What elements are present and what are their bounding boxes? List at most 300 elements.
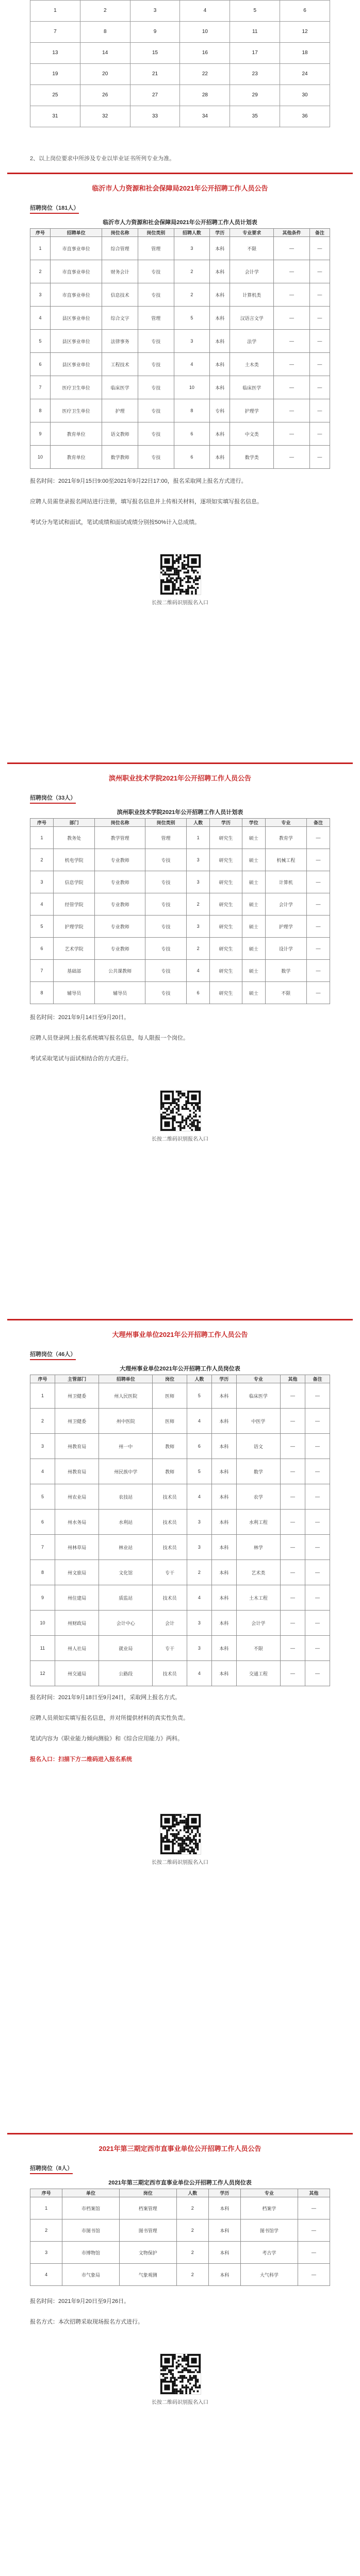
table-cell: — — [281, 1661, 305, 1686]
table-cell: 法学 — [230, 330, 274, 353]
table-cell: — — [306, 960, 330, 982]
table-header-row — [30, 819, 330, 827]
table-row — [30, 827, 330, 849]
table-header-cell: 岗位类别 — [145, 819, 186, 827]
table-header-cell: 招聘人数 — [174, 229, 210, 237]
table-cell: 硕士 — [242, 960, 265, 982]
table-cell: 土木工程 — [236, 1585, 280, 1611]
table-cell: 机械工程 — [265, 849, 306, 871]
qr-caption: 长按二维码识别报名入口 — [152, 1860, 208, 1866]
table-cell: 不限 — [265, 982, 306, 1004]
table-cell: 8 — [30, 1560, 55, 1585]
table-cell: — — [305, 1611, 330, 1636]
table-cell: 专技 — [138, 330, 174, 353]
top-table-row — [30, 1, 330, 22]
table-cell: 临床医学 — [102, 376, 138, 399]
table-cell: 3 — [187, 849, 210, 871]
table-header-cell: 专业 — [241, 2189, 298, 2197]
section-divider — [7, 1319, 353, 1320]
table-caption: 2021年第三期定西市直事业单位公开招聘工作人员岗位表 — [108, 2180, 252, 2186]
top-table-cell: 4 — [180, 1, 230, 22]
table-cell: 信息学院 — [54, 871, 95, 893]
qr-caption: 长按二维码识别报名入口 — [152, 600, 208, 606]
table-cell: 中文类 — [230, 422, 274, 446]
table-cell: 本科 — [210, 330, 230, 353]
table-cell: 计算机类 — [230, 283, 274, 307]
top-table-cell: 28 — [180, 85, 230, 106]
section-paragraph: 报名时间：2021年9月14日至9月20日。 — [30, 1014, 130, 1021]
table-cell: 4 — [174, 353, 210, 376]
table-cell: 本科 — [210, 376, 230, 399]
top-table-cell: 21 — [130, 64, 180, 85]
table-header-cell: 序号 — [30, 2189, 62, 2197]
top-table-cell: 16 — [180, 43, 230, 64]
qr-code[interactable] — [160, 1090, 201, 1131]
table-cell: 12 — [30, 1661, 55, 1686]
table-row — [30, 307, 330, 330]
table-cell: 档案管理 — [119, 2197, 176, 2219]
table-cell: 市档案馆 — [62, 2197, 120, 2219]
table-cell: 技术员 — [153, 1661, 187, 1686]
top-table-cell: 36 — [280, 106, 330, 127]
table-cell: — — [281, 1585, 305, 1611]
table-cell: — — [305, 1585, 330, 1611]
table-cell: — — [309, 376, 330, 399]
table-cell: — — [309, 399, 330, 422]
table-cell: 市博物馆 — [62, 2242, 120, 2264]
section-paragraph: 报名方式：本次招聘采取现场报名方式进行。 — [30, 2319, 143, 2325]
table-cell: — — [298, 2264, 330, 2286]
table-cell: 3 — [187, 1535, 211, 1560]
top-table-cell: 25 — [30, 85, 80, 106]
table-cell: 4 — [30, 2264, 62, 2286]
table-cell: 研究生 — [210, 982, 242, 1004]
table-cell: 技术员 — [153, 1535, 187, 1560]
table-header-cell: 学历 — [208, 2189, 240, 2197]
top-table-cell: 10 — [180, 22, 230, 43]
section-title: 滨州职业技术学院2021年公开招聘工作人员公告 — [109, 774, 251, 782]
table-cell: 5 — [30, 916, 54, 938]
table-header-cell: 主管部门 — [55, 1375, 99, 1383]
table-cell: 机电学院 — [54, 849, 95, 871]
table-cell: 本科 — [210, 422, 230, 446]
table-cell: 10 — [174, 376, 210, 399]
table-cell: 市气象局 — [62, 2264, 120, 2286]
qr-code[interactable] — [160, 554, 201, 595]
table-cell: 3 — [30, 2242, 62, 2264]
table-row — [30, 893, 330, 916]
jobs-table — [30, 228, 330, 469]
top-table-row — [30, 43, 330, 64]
table-cell: — — [274, 237, 310, 260]
table-cell: 7 — [30, 960, 54, 982]
table-cell: 2 — [176, 2219, 208, 2242]
table-cell: 5 — [174, 307, 210, 330]
table-cell: — — [281, 1636, 305, 1661]
table-cell: 3 — [30, 283, 51, 307]
table-cell: — — [298, 2219, 330, 2242]
table-cell: 医师 — [153, 1383, 187, 1409]
table-row — [30, 1611, 330, 1636]
table-cell: 6 — [174, 446, 210, 469]
table-cell: 不限 — [230, 237, 274, 260]
table-cell: 2 — [30, 1409, 55, 1434]
table-cell: — — [281, 1434, 305, 1459]
table-cell: 本科 — [208, 2264, 240, 2286]
top-table-cell: 31 — [30, 106, 80, 127]
table-cell: — — [305, 1383, 330, 1409]
table-cell: 工程技术 — [102, 353, 138, 376]
table-cell: 州教育局 — [55, 1459, 99, 1484]
table-row — [30, 446, 330, 469]
jobs-table — [30, 1375, 330, 1686]
section-tag: 招聘岗位（33人） — [30, 793, 76, 804]
table-header-cell: 学历 — [210, 229, 230, 237]
table-cell: 本科 — [211, 1585, 236, 1611]
top-table-cell: 33 — [130, 106, 180, 127]
table-cell: 专业教师 — [95, 871, 145, 893]
qr-caption: 长按二维码识别报名入口 — [152, 1137, 208, 1142]
table-cell: 管理 — [138, 307, 174, 330]
table-cell: 4 — [187, 1484, 211, 1510]
table-row — [30, 1636, 330, 1661]
table-cell: 县区事业单位 — [51, 307, 102, 330]
section-paragraph: 考试采取笔试与面试相结合的方式进行。 — [30, 1056, 132, 1062]
table-row — [30, 871, 330, 893]
table-cell: 2 — [187, 893, 210, 916]
table-row — [30, 1459, 330, 1484]
table-cell: 本科 — [210, 307, 230, 330]
table-cell: — — [298, 2242, 330, 2264]
table-cell: 州卫健委 — [55, 1383, 99, 1409]
top-table-cell: 23 — [230, 64, 280, 85]
table-cell: 研究生 — [210, 893, 242, 916]
table-cell: 研究生 — [210, 938, 242, 960]
top-table-note: 2、以上岗位要求中所涉及专业以毕业证书所列专业为准。 — [30, 156, 175, 162]
table-cell: — — [281, 1611, 305, 1636]
table-cell: 本科 — [211, 1535, 236, 1560]
table-cell: 本科 — [210, 446, 230, 469]
table-cell: 专技 — [145, 871, 186, 893]
table-cell: 会计 — [153, 1611, 187, 1636]
table-header-cell: 人数 — [187, 819, 210, 827]
table-cell: 3 — [187, 916, 210, 938]
table-cell: — — [306, 916, 330, 938]
table-cell: — — [281, 1510, 305, 1535]
top-table-cell: 29 — [230, 85, 280, 106]
table-cell: 硕士 — [242, 849, 265, 871]
table-cell: 专技 — [145, 916, 186, 938]
table-cell: 3 — [187, 1510, 211, 1535]
table-cell: 本科 — [210, 237, 230, 260]
table-cell: 2 — [174, 260, 210, 283]
section-divider — [7, 2133, 353, 2134]
table-cell: 艺术学院 — [54, 938, 95, 960]
table-cell: 4 — [30, 893, 54, 916]
table-cell: 文化馆 — [99, 1560, 153, 1585]
table-cell: 4 — [187, 1661, 211, 1686]
table-cell: 3 — [187, 1611, 211, 1636]
table-cell: 本科 — [211, 1636, 236, 1661]
table-cell: 9 — [30, 422, 51, 446]
table-cell: — — [274, 260, 310, 283]
table-cell: — — [305, 1459, 330, 1484]
table-row — [30, 916, 330, 938]
table-row — [30, 2242, 330, 2264]
table-cell: 州林草局 — [55, 1535, 99, 1560]
table-cell: — — [309, 260, 330, 283]
table-cell: 研究生 — [210, 960, 242, 982]
table-cell: 护理学 — [230, 399, 274, 422]
table-cell: 会计学 — [236, 1611, 280, 1636]
table-cell: 医疗卫生单位 — [51, 376, 102, 399]
table-cell: 7 — [30, 376, 51, 399]
table-row — [30, 1661, 330, 1686]
top-table-cell: 19 — [30, 64, 80, 85]
table-cell: 州农业局 — [55, 1484, 99, 1510]
table-cell: — — [305, 1510, 330, 1535]
top-table-row — [30, 64, 330, 85]
table-header-cell: 岗位类别 — [138, 229, 174, 237]
section-paragraph: 应聘人员须如实填写报名信息，并对所提供材料的真实性负责。 — [30, 1715, 189, 1721]
table-cell: 综合文字 — [102, 307, 138, 330]
table-cell: 2 — [176, 2264, 208, 2286]
table-cell: 1 — [30, 237, 51, 260]
table-header-cell: 序号 — [30, 229, 51, 237]
table-cell: 6 — [174, 422, 210, 446]
section-divider — [7, 173, 353, 174]
table-cell: — — [274, 422, 310, 446]
table-cell: 州水务局 — [55, 1510, 99, 1535]
table-cell: 专技 — [145, 960, 186, 982]
table-cell: 设计学 — [265, 938, 306, 960]
table-cell: 5 — [30, 330, 51, 353]
jobs-table — [30, 2189, 330, 2286]
table-cell: 专技 — [138, 446, 174, 469]
table-cell: 市直事业单位 — [51, 237, 102, 260]
table-row — [30, 1383, 330, 1409]
table-cell: 专技 — [145, 893, 186, 916]
table-cell: 公路段 — [99, 1661, 153, 1686]
section-tag: 招聘岗位（8人） — [30, 2164, 73, 2174]
top-table-cell: 8 — [80, 22, 130, 43]
table-row — [30, 237, 330, 260]
table-cell: 市直事业单位 — [51, 260, 102, 283]
table-cell: 辅导员 — [54, 982, 95, 1004]
table-caption: 临沂市人力资源和社会保障局2021年公开招聘工作人员计划表 — [103, 219, 257, 226]
table-cell: — — [306, 982, 330, 1004]
table-cell: 1 — [30, 1383, 55, 1409]
table-cell: 研究生 — [210, 871, 242, 893]
section-tag: 招聘岗位（181人） — [30, 204, 79, 214]
table-row — [30, 2197, 330, 2219]
table-header-cell: 学历 — [211, 1375, 236, 1383]
table-cell: 图书馆学 — [241, 2219, 298, 2242]
table-cell: 护理 — [102, 399, 138, 422]
table-row — [30, 1434, 330, 1459]
table-cell: 专技 — [138, 376, 174, 399]
table-row — [30, 283, 330, 307]
table-row — [30, 1409, 330, 1434]
table-cell: 硕士 — [242, 893, 265, 916]
table-cell: 4 — [30, 1459, 55, 1484]
table-cell: — — [305, 1661, 330, 1686]
section-paragraph: 报名时间：2021年9月15日9:00至2021年9月22日17:00，报名采取网上报名方式进行。 — [30, 478, 247, 484]
table-cell: 语文教师 — [102, 422, 138, 446]
table-cell: 4 — [187, 1409, 211, 1434]
table-cell: 医师 — [153, 1409, 187, 1434]
table-cell: — — [274, 399, 310, 422]
table-cell: 2 — [187, 938, 210, 960]
table-cell: 3 — [30, 871, 54, 893]
qr-code[interactable] — [160, 2353, 201, 2395]
table-cell: 专技 — [138, 399, 174, 422]
table-cell: 州人社局 — [55, 1636, 99, 1661]
table-cell: 水利站 — [99, 1510, 153, 1535]
section-paragraph: 报名时间：2021年9月20日至9月26日。 — [30, 2298, 130, 2304]
table-cell: 气象观测 — [119, 2264, 176, 2286]
table-header-cell: 学历 — [210, 819, 242, 827]
table-cell: 教师 — [153, 1459, 187, 1484]
table-cell: — — [305, 1484, 330, 1510]
top-table-cell: 20 — [80, 64, 130, 85]
table-cell: 本科 — [210, 260, 230, 283]
table-header-cell: 单位 — [62, 2189, 120, 2197]
table-cell: 州人民医院 — [99, 1383, 153, 1409]
table-row — [30, 260, 330, 283]
table-cell: 县区事业单位 — [51, 330, 102, 353]
top-table-cell: 13 — [30, 43, 80, 64]
section-paragraph: 笔试内容为《职业能力倾向测验》和《综合应用能力》两科。 — [30, 1736, 183, 1742]
table-cell: 州住建局 — [55, 1585, 99, 1611]
table-cell: 2 — [176, 2242, 208, 2264]
table-cell: — — [281, 1535, 305, 1560]
table-cell: 专科 — [210, 399, 230, 422]
top-table-cell: 24 — [280, 64, 330, 85]
table-cell: 市图书馆 — [62, 2219, 120, 2242]
top-table-cell: 9 — [130, 22, 180, 43]
section-paragraph: 应聘人员需登录报名网站进行注册，填写报名信息并上传相关材料，逐项如实填写报名信息。 — [30, 499, 263, 505]
table-cell: 临床医学 — [236, 1383, 280, 1409]
table-cell: 专干 — [153, 1636, 187, 1661]
table-row — [30, 2219, 330, 2242]
top-table-row — [30, 22, 330, 43]
table-header-cell: 备注 — [309, 229, 330, 237]
qr-code[interactable] — [160, 1814, 201, 1855]
table-cell: — — [305, 1409, 330, 1434]
table-cell: 6 — [187, 982, 210, 1004]
table-header-cell: 专业要求 — [230, 229, 274, 237]
table-cell: 数学 — [236, 1459, 280, 1484]
table-cell: 林业站 — [99, 1535, 153, 1560]
table-cell: 6 — [30, 353, 51, 376]
table-header-cell: 其他条件 — [274, 229, 310, 237]
table-cell: — — [309, 446, 330, 469]
table-header-cell: 招聘单位 — [51, 229, 102, 237]
table-cell: — — [298, 2197, 330, 2219]
table-cell: 1 — [30, 2197, 62, 2219]
table-row — [30, 1560, 330, 1585]
table-cell: 5 — [187, 1383, 211, 1409]
table-cell: 教师 — [153, 1434, 187, 1459]
table-cell: 专干 — [153, 1560, 187, 1585]
table-cell: 专技 — [145, 938, 186, 960]
table-cell: 州民族中学 — [99, 1459, 153, 1484]
table-cell: 质监站 — [99, 1585, 153, 1611]
table-cell: — — [274, 307, 310, 330]
table-cell: 文物保护 — [119, 2242, 176, 2264]
table-cell: 7 — [30, 1535, 55, 1560]
table-header-row — [30, 229, 330, 237]
table-cell: 硕士 — [242, 982, 265, 1004]
table-header-cell: 备注 — [306, 819, 330, 827]
table-cell: 研究生 — [210, 849, 242, 871]
table-cell: 8 — [30, 982, 54, 1004]
table-cell: 本科 — [211, 1560, 236, 1585]
table-header-cell: 其他 — [281, 1375, 305, 1383]
table-cell: 县区事业单位 — [51, 353, 102, 376]
table-cell: 本科 — [211, 1510, 236, 1535]
top-table-cell: 26 — [80, 85, 130, 106]
table-cell: — — [281, 1383, 305, 1409]
top-table-row — [30, 85, 330, 106]
table-cell: 州一中 — [99, 1434, 153, 1459]
section-paragraph: 应聘人员登录网上报名系统填写报名信息，每人限报一个岗位。 — [30, 1035, 189, 1041]
top-table-cell: 35 — [230, 106, 280, 127]
table-row — [30, 849, 330, 871]
table-cell: 本科 — [210, 353, 230, 376]
top-table-cell: 14 — [80, 43, 130, 64]
table-cell: 1 — [187, 827, 210, 849]
table-cell: 硕士 — [242, 938, 265, 960]
table-cell: 1 — [30, 827, 54, 849]
table-cell: 本科 — [208, 2242, 240, 2264]
table-cell: 硕士 — [242, 916, 265, 938]
table-cell: 3 — [187, 871, 210, 893]
section-tag: 招聘岗位（46人） — [30, 1350, 76, 1360]
table-cell: 农技站 — [99, 1484, 153, 1510]
top-table-cell: 1 — [30, 1, 80, 22]
table-row — [30, 376, 330, 399]
table-cell: — — [274, 376, 310, 399]
table-cell: 研究生 — [210, 916, 242, 938]
table-cell: 硕士 — [242, 871, 265, 893]
table-cell: 管理 — [145, 827, 186, 849]
table-cell: 3 — [30, 1434, 55, 1459]
table-cell: 信息技术 — [102, 283, 138, 307]
table-row — [30, 960, 330, 982]
table-cell: 中医学 — [236, 1409, 280, 1434]
table-cell: 2 — [176, 2197, 208, 2219]
table-cell: 专业教师 — [95, 938, 145, 960]
table-cell: 研究生 — [210, 827, 242, 849]
table-row — [30, 938, 330, 960]
table-header-cell: 招聘单位 — [99, 1375, 153, 1383]
table-cell: 教育单位 — [51, 422, 102, 446]
jobs-table — [30, 818, 330, 1004]
table-cell: 州财政局 — [55, 1611, 99, 1636]
table-cell: 医疗卫生单位 — [51, 399, 102, 422]
table-cell: 2 — [30, 260, 51, 283]
table-cell: 本科 — [208, 2197, 240, 2219]
top-table-cell: 27 — [130, 85, 180, 106]
table-cell: 本科 — [211, 1484, 236, 1510]
table-cell: 本科 — [208, 2219, 240, 2242]
table-cell: 护理学 — [265, 916, 306, 938]
table-cell: 会计学 — [265, 893, 306, 916]
table-cell: 会计学 — [230, 260, 274, 283]
table-cell: 专技 — [138, 353, 174, 376]
